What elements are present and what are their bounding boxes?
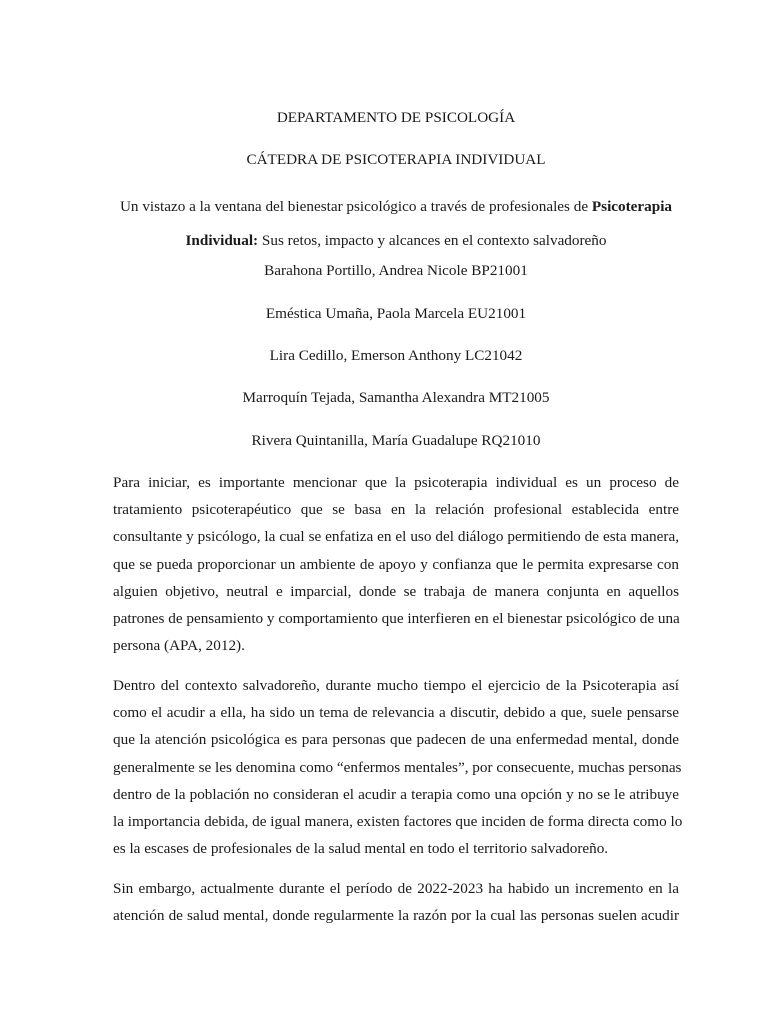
author-1: Barahona Portillo, Andrea Nicole BP21001 [264,262,528,279]
paragraph-3 [113,875,679,929]
paragraph-line: generalmente se les denomina como “enfermos mentales”, por consecuente, muchas personas [113,758,682,776]
paragraph-line: Sin embargo, actualmente durante el período de 2022-2023 ha habido un incremento en la [113,880,679,897]
paragraph-1 [113,469,679,659]
title-bold-psicoterapia: Psicoterapia [591,198,673,215]
title-text-part1: Un vistazo a la ventana del bienestar psicológico a través de profesionales de [119,198,592,215]
paragraph-line: es la escases de profesionales de la salud mental en todo el territorio salvadoreño. [113,840,609,858]
paragraph-2 [113,672,683,862]
paragraph-line: que se pueda proporcionar un ambiente de apoyo y confianza que le permita expresarse con [113,555,679,573]
author-5: Rivera Quintanilla, María Guadalupe RQ21010 [251,432,541,449]
paragraph-line: como el acudir a ella, ha sido un tema de relevancia a discutir, debido a que, suele pensarse [113,704,679,722]
paragraph-line: atención de salud mental, donde regularmente la razón por la cual las personas suelen acudir [113,907,679,925]
paragraph-line: dentro de la población no consideran el acudir a terapia como una opción y no se le atribuye [113,785,679,803]
paragraph-line: tratamiento psicoterapéutico que se basa en la relación profesional establecida entre [113,501,679,519]
author-4: Marroquín Tejada, Samantha Alexandra MT21005 [242,389,550,406]
paragraph-line: consultante y psicólogo, la cual se enfatiza en el uso del diálogo permitiendo de esta manera, [113,528,679,546]
paragraph-line: persona (APA, 2012). [113,637,245,655]
paragraph-line: patrones de pensamiento y comportamiento que interfieren en el bienestar psicológico de una [113,609,680,627]
department-heading: DEPARTAMENTO DE PSICOLOGÍA [276,109,516,126]
paragraph-line: alguien objetivo, neutral e imparcial, donde se trabaja de manera conjunta en aquellos [113,582,679,600]
paragraph-line: Dentro del contexto salvadoreño, durante mucho tiempo el ejercicio de la Psicoterapia así [113,677,679,694]
paragraph-line: Para iniciar, es importante mencionar que la psicoterapia individual es un proceso de [113,474,679,491]
title-text-part2: Sus retos, impacto y alcances en el contexto salvadoreño [258,232,607,249]
title-bold-individual: Individual: [185,232,259,249]
author-3: Lira Cedillo, Emerson Anthony LC21042 [269,347,523,364]
chair-heading: CÁTEDRA DE PSICOTERAPIA INDIVIDUAL [246,151,546,168]
document-title [113,190,679,258]
paragraph-line: la importancia debida, de igual manera, existen factores que inciden de forma directa como lo [113,812,683,830]
author-2: Eméstica Umaña, Paola Marcela EU21001 [265,305,527,322]
paragraph-line: que la atención psicológica es para personas que padecen de una enfermedad mental, donde [113,731,679,749]
